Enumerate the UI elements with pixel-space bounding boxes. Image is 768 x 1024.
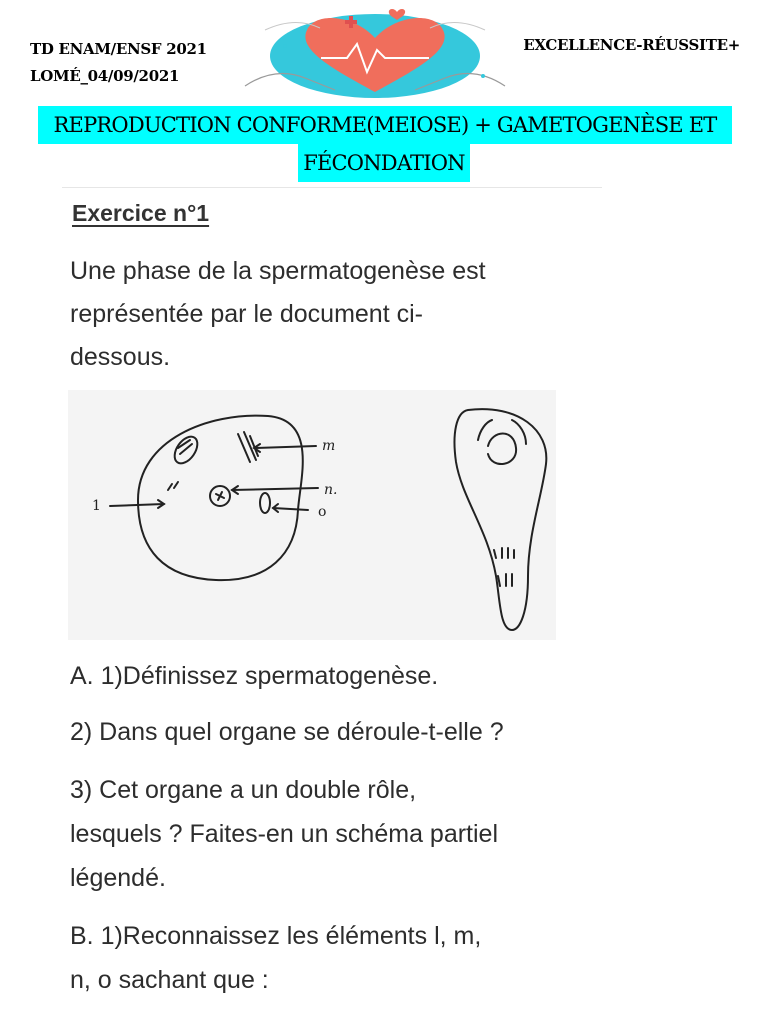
question-a3-line2: lesquels ? Faites-en un schéma partiel <box>70 820 499 848</box>
arrow-l <box>110 504 164 506</box>
label-l: 1 <box>92 498 101 514</box>
header-left <box>30 36 207 90</box>
question-a3-line1: 3) Cet organe a un double rôle, <box>70 776 417 804</box>
intro-line-2: représentée par le document ci- <box>70 300 423 328</box>
question-a3-line3: légendé. <box>70 864 166 892</box>
header-course: TD ENAM/ENSF 2021 <box>30 40 207 58</box>
title-line-1: REPRODUCTION CONFORME(MEIOSE) + GAMETOGENÈSE ET <box>38 106 732 144</box>
acrosome-l <box>168 482 178 490</box>
heart-logo-icon <box>225 6 525 102</box>
header-right: EXCELLENCE-RÉUSSITE+ <box>523 36 740 54</box>
intro-line-3: dessous. <box>70 343 171 371</box>
spermatogenesis-drawing <box>68 390 556 640</box>
title-line-2: FÉCONDATION <box>298 144 470 182</box>
header-date: LOMÉ_04/09/2021 <box>30 67 180 85</box>
spermatid-cell <box>138 416 303 580</box>
question-a1: A. 1)Définissez spermatogenèse. <box>70 662 439 690</box>
arrow-o <box>273 508 308 510</box>
centriole-o <box>260 493 270 513</box>
label-o: o <box>318 504 327 520</box>
intro-line-1: Une phase de la spermatogenèse est <box>70 257 486 285</box>
question-b1-line1: B. 1)Reconnaissez les éléments l, m, <box>70 922 482 950</box>
spermatozoon-head <box>455 409 547 630</box>
label-m: m <box>322 438 336 454</box>
figure <box>68 390 556 640</box>
question-a2: 2) Dans quel organe se déroule-t-elle ? <box>70 718 504 746</box>
exercise-heading: Exercice n°1 <box>72 200 210 226</box>
arrow-n <box>232 488 318 490</box>
divider <box>62 187 602 188</box>
question-b1-line2: n, o sachant que : <box>70 966 269 994</box>
arrow-m <box>256 446 316 448</box>
label-n: n. <box>324 482 338 498</box>
